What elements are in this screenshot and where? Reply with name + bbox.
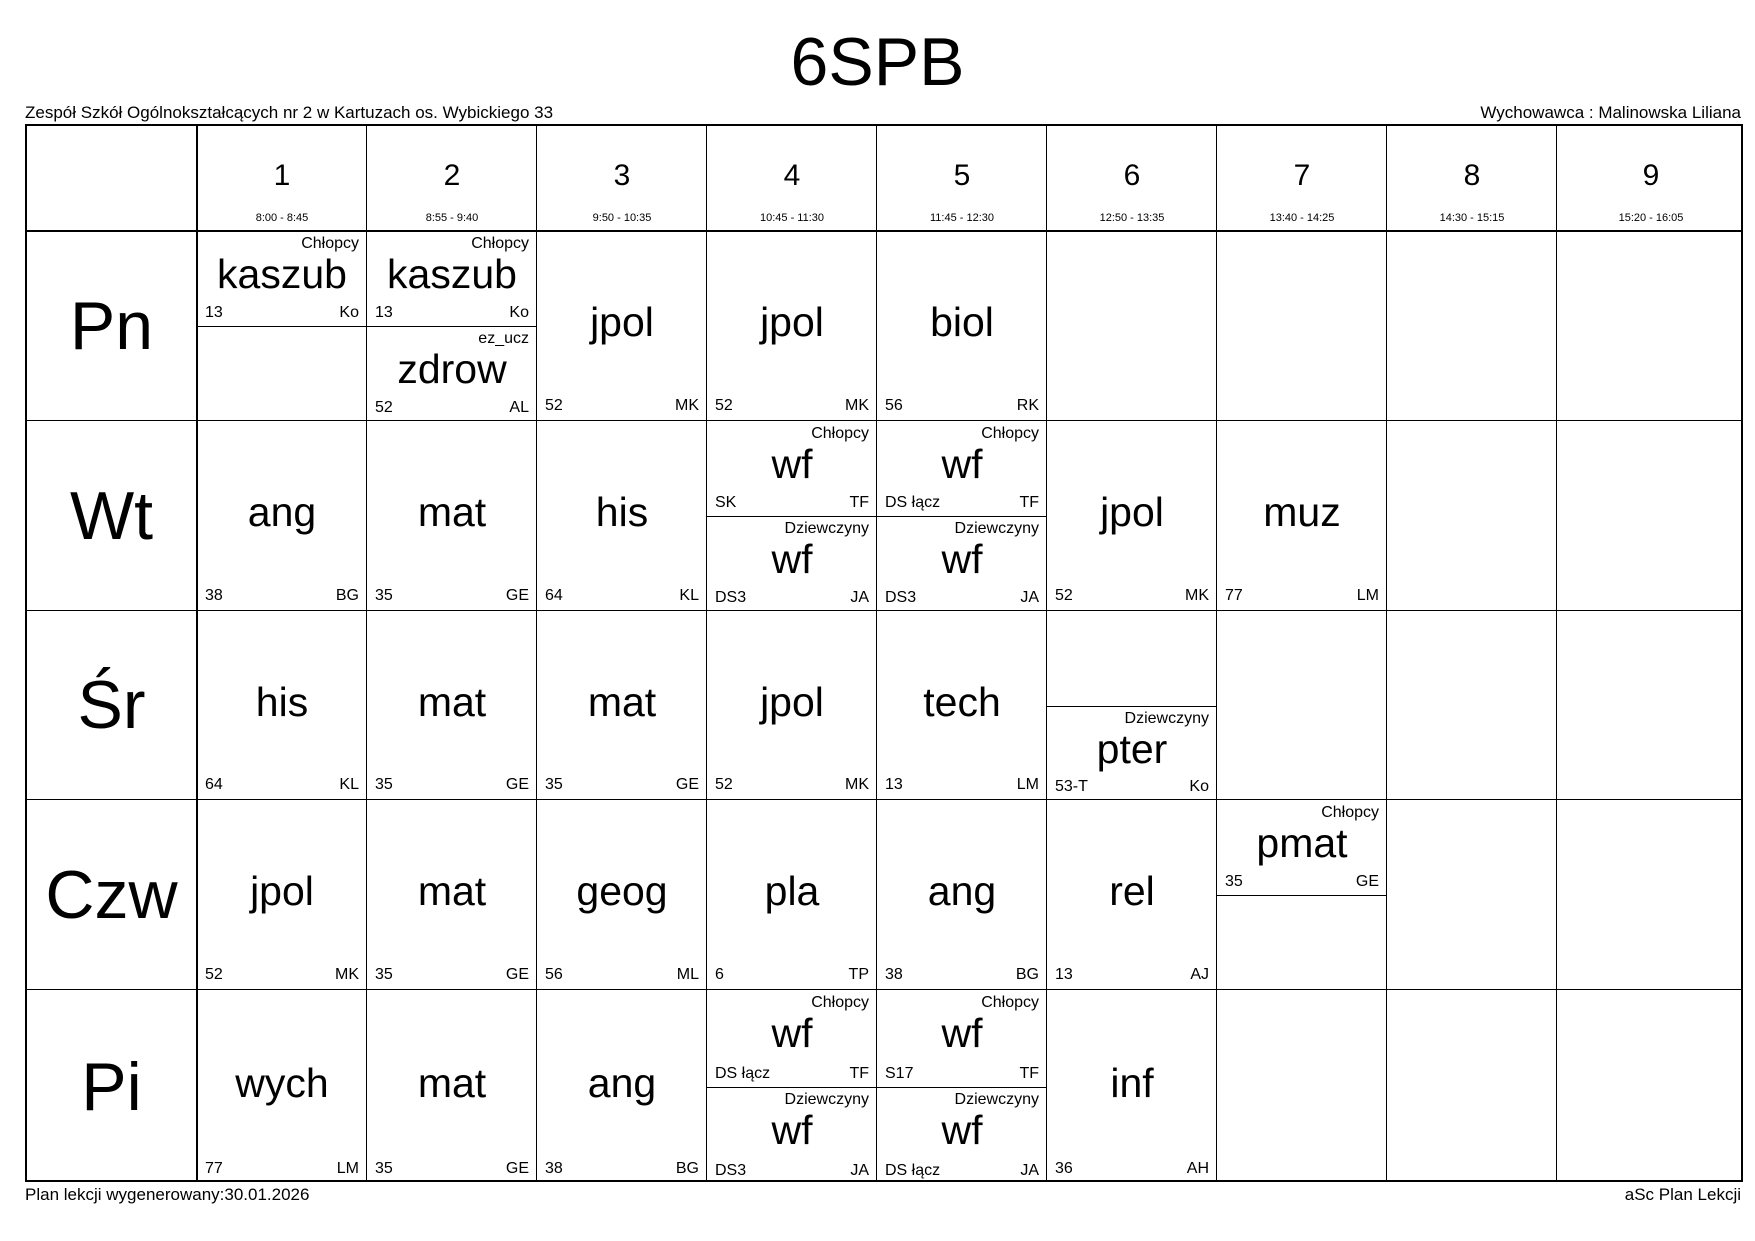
lesson-cell	[707, 421, 877, 611]
lesson-cell	[197, 231, 367, 421]
lesson-cell	[1047, 421, 1217, 611]
lesson-teacher: Ko	[1189, 778, 1209, 795]
lesson-subject: wf	[771, 536, 813, 582]
lesson-cell	[197, 800, 367, 990]
lesson-room: 38	[205, 587, 223, 604]
lesson-cell	[367, 611, 537, 800]
lesson-room: 38	[545, 1160, 563, 1177]
period-number: 1	[273, 159, 291, 192]
lesson-room: 52	[715, 397, 733, 414]
lesson-teacher: GE	[675, 776, 699, 793]
lesson-cell	[877, 800, 1047, 990]
lesson-room: DS3	[715, 1162, 747, 1179]
lesson-subject: wf	[771, 1107, 813, 1153]
grid-column-line	[1556, 126, 1557, 1180]
period-time: 9:50 - 10:35	[592, 212, 652, 224]
lesson-cell	[537, 421, 707, 611]
lesson-group: Chłopcy	[471, 235, 529, 252]
lesson-room: SK	[715, 494, 737, 511]
half-divider	[877, 516, 1047, 517]
period-header	[707, 126, 877, 231]
lesson-teacher: GE	[505, 1160, 529, 1177]
lesson-subject: mat	[417, 868, 487, 914]
lesson-teacher: LM	[1356, 587, 1379, 604]
lesson-room: 35	[375, 1160, 393, 1177]
period-time: 15:20 - 16:05	[1618, 212, 1684, 224]
lesson-cell	[537, 611, 707, 800]
period-header	[1047, 126, 1217, 231]
lesson-teacher: AL	[509, 399, 529, 416]
lesson-teacher: TF	[1019, 494, 1039, 511]
period-header	[197, 126, 367, 231]
lesson-cell	[367, 800, 537, 990]
lesson-cell	[537, 990, 707, 1184]
lesson-cell	[877, 611, 1047, 800]
lesson-teacher: MK	[335, 966, 359, 983]
period-time: 14:30 - 15:15	[1439, 212, 1505, 224]
lesson-teacher: BG	[675, 1160, 699, 1177]
lesson-room: 52	[375, 399, 393, 416]
lesson-room: 35	[375, 776, 393, 793]
lesson-subject: wf	[941, 441, 983, 487]
lesson-room: 6	[715, 966, 724, 983]
day-label: Czw	[45, 857, 178, 933]
lesson-group: Dziewczyny	[1124, 709, 1209, 727]
lesson-group: Dziewczyny	[784, 1091, 869, 1108]
lesson-room: 35	[375, 587, 393, 604]
lesson-cell	[197, 611, 367, 800]
lesson-subject: mat	[417, 489, 487, 535]
lesson-teacher: KL	[339, 776, 359, 793]
lesson-group: Chłopcy	[301, 235, 359, 252]
lesson-teacher: TF	[849, 1065, 869, 1082]
lesson-teacher: MK	[845, 776, 869, 793]
lesson-room: DS3	[715, 589, 747, 606]
period-header	[367, 126, 537, 231]
lesson-teacher: BG	[1015, 966, 1039, 983]
period-number: 7	[1293, 159, 1311, 192]
grid-column-line	[1386, 126, 1387, 1180]
lesson-subject: wf	[941, 1107, 983, 1153]
lesson-cell	[367, 990, 537, 1184]
lesson-room: 52	[545, 397, 563, 414]
half-divider	[197, 326, 367, 327]
lesson-cell	[537, 800, 707, 990]
period-header	[1387, 126, 1557, 231]
lesson-room: 52	[205, 966, 223, 983]
lesson-cell	[707, 611, 877, 800]
lesson-subject: kaszub	[387, 251, 517, 297]
lesson-subject: wf	[941, 536, 983, 582]
lesson-room: S17	[885, 1065, 914, 1082]
lesson-room: 36	[1055, 1160, 1073, 1177]
lesson-cell	[1047, 990, 1217, 1184]
lesson-subject: tech	[923, 678, 1001, 725]
lesson-teacher: AH	[1186, 1160, 1209, 1177]
lesson-room: DS łącz	[885, 494, 941, 511]
lesson-group: Dziewczyny	[954, 1091, 1039, 1108]
lesson-subject: ang	[927, 868, 997, 914]
lesson-subject: pmat	[1256, 820, 1348, 866]
period-time: 8:55 - 9:40	[425, 212, 479, 224]
lesson-room: 35	[375, 966, 393, 983]
lesson-teacher: LM	[1016, 776, 1039, 793]
lesson-room: 13	[205, 304, 223, 321]
lesson-cell	[1047, 611, 1217, 800]
lesson-cell	[197, 990, 367, 1184]
lesson-subject: ang	[587, 1060, 657, 1106]
lesson-room: 56	[545, 966, 563, 983]
lesson-room: 35	[1225, 873, 1243, 890]
lesson-cell	[877, 421, 1047, 611]
lesson-subject: his	[255, 678, 309, 725]
lesson-subject: his	[595, 489, 649, 535]
lesson-room: 52	[715, 776, 733, 793]
lesson-teacher: JA	[1020, 1162, 1039, 1179]
half-divider	[707, 1087, 877, 1088]
lesson-teacher: RK	[1016, 397, 1039, 414]
lesson-subject: wf	[771, 441, 813, 487]
lesson-group: Dziewczyny	[954, 520, 1039, 537]
period-number: 4	[783, 159, 801, 192]
half-divider	[707, 516, 877, 517]
lesson-teacher: TP	[848, 966, 869, 983]
period-header	[1557, 126, 1745, 231]
lesson-subject: mat	[417, 678, 487, 725]
period-number: 5	[953, 159, 971, 192]
lesson-teacher: Ko	[339, 304, 359, 321]
timetable-grid	[25, 124, 1743, 1182]
school-name: Zespół Szkół Ogólnokształcących nr 2 w Kartuzach os. Wybickiego 33	[25, 103, 554, 122]
period-number: 8	[1463, 159, 1481, 192]
lesson-subject: wf	[941, 1010, 983, 1056]
period-time: 8:00 - 8:45	[255, 212, 309, 224]
lesson-cell	[1217, 421, 1387, 611]
lesson-teacher: KL	[679, 587, 699, 604]
lesson-subject: geog	[576, 868, 668, 914]
lesson-subject: jpol	[760, 678, 824, 725]
period-header	[537, 126, 707, 231]
period-number: 9	[1642, 159, 1660, 192]
lesson-teacher: TF	[849, 494, 869, 511]
lesson-cell	[537, 231, 707, 421]
lesson-room: DS3	[885, 589, 917, 606]
half-divider	[1217, 895, 1387, 896]
lesson-cell	[197, 421, 367, 611]
half-divider	[1047, 706, 1217, 707]
lesson-teacher: TF	[1019, 1065, 1039, 1082]
lesson-subject: pter	[1096, 725, 1168, 772]
lesson-room: 77	[205, 1160, 223, 1177]
period-time: 11:45 - 12:30	[929, 212, 994, 224]
lesson-subject: jpol	[1100, 489, 1164, 535]
app-name: aSc Plan Lekcji	[1624, 1185, 1741, 1204]
lesson-subject: mat	[587, 678, 657, 725]
lesson-cell	[1047, 800, 1217, 990]
lesson-cell	[707, 231, 877, 421]
lesson-subject: inf	[1110, 1060, 1154, 1106]
lesson-teacher: MK	[845, 397, 869, 414]
lesson-cell	[707, 990, 877, 1184]
lesson-teacher: JA	[1020, 589, 1039, 606]
day-label: Śr	[77, 667, 146, 743]
lesson-teacher: GE	[505, 966, 529, 983]
lesson-group: Chłopcy	[1321, 804, 1379, 821]
period-number: 3	[613, 159, 631, 192]
generated-date: Plan lekcji wygenerowany:30.01.2026	[25, 1185, 310, 1204]
lesson-room: 77	[1225, 587, 1243, 604]
lesson-teacher: MK	[675, 397, 699, 414]
lesson-cell	[1217, 800, 1387, 990]
lesson-subject: muz	[1263, 489, 1341, 535]
class-teacher: Wychowawca : Malinowska Liliana	[1480, 103, 1741, 122]
lesson-group: Chłopcy	[811, 994, 869, 1011]
period-time: 12:50 - 13:35	[1099, 212, 1165, 224]
day-label: Wt	[69, 478, 154, 554]
lesson-subject: rel	[1109, 868, 1155, 914]
lesson-subject: mat	[417, 1060, 487, 1106]
lesson-teacher: AJ	[1190, 966, 1209, 983]
lesson-group: Chłopcy	[981, 994, 1039, 1011]
lesson-room: 53-T	[1055, 778, 1088, 795]
lesson-subject: zdrow	[397, 346, 507, 392]
lesson-teacher: ML	[676, 966, 699, 983]
lesson-subject: kaszub	[217, 251, 347, 297]
lesson-room: DS łącz	[715, 1065, 771, 1082]
lesson-cell	[367, 231, 537, 421]
lesson-room: 56	[885, 397, 903, 414]
lesson-room: 64	[205, 776, 223, 793]
half-divider	[367, 326, 537, 327]
lesson-group: Dziewczyny	[784, 520, 869, 537]
lesson-room: 52	[1055, 587, 1073, 604]
day-label: Pi	[81, 1049, 142, 1125]
lesson-room: 13	[1055, 966, 1073, 983]
lesson-cell	[367, 421, 537, 611]
lesson-teacher: JA	[850, 1162, 869, 1179]
day-label: Pn	[69, 288, 154, 364]
lesson-teacher: GE	[505, 776, 529, 793]
lesson-room: 64	[545, 587, 563, 604]
period-number: 2	[443, 159, 461, 192]
lesson-subject: jpol	[250, 868, 314, 914]
lesson-subject: pla	[764, 868, 820, 914]
period-number: 6	[1123, 159, 1141, 192]
lesson-room: 38	[885, 966, 903, 983]
lesson-cell	[877, 231, 1047, 421]
lesson-teacher: GE	[505, 587, 529, 604]
lesson-room: 13	[375, 304, 393, 321]
period-header	[877, 126, 1047, 231]
lesson-room: 13	[885, 776, 903, 793]
lesson-teacher: LM	[336, 1160, 359, 1177]
period-time: 10:45 - 11:30	[759, 212, 824, 224]
lesson-cell	[707, 800, 877, 990]
lesson-teacher: BG	[335, 587, 359, 604]
lesson-room: DS łącz	[885, 1162, 941, 1179]
lesson-teacher: MK	[1185, 587, 1209, 604]
lesson-cell	[877, 990, 1047, 1184]
lesson-group: ez_ucz	[478, 330, 529, 347]
lesson-teacher: GE	[1355, 873, 1379, 890]
lesson-subject: jpol	[590, 299, 654, 345]
lesson-teacher: JA	[850, 589, 869, 606]
lesson-subject: ang	[247, 489, 317, 535]
lesson-group: Chłopcy	[811, 425, 869, 442]
period-time: 13:40 - 14:25	[1269, 212, 1335, 224]
lesson-teacher: Ko	[509, 304, 529, 321]
lesson-room: 35	[545, 776, 563, 793]
lesson-subject: biol	[930, 299, 994, 345]
lesson-subject: wf	[771, 1010, 813, 1056]
lesson-subject: wych	[235, 1060, 329, 1106]
lesson-group: Chłopcy	[981, 425, 1039, 442]
page-title: 6SPB	[790, 24, 965, 100]
lesson-subject: jpol	[760, 299, 824, 345]
half-divider	[877, 1087, 1047, 1088]
period-header	[1217, 126, 1387, 231]
